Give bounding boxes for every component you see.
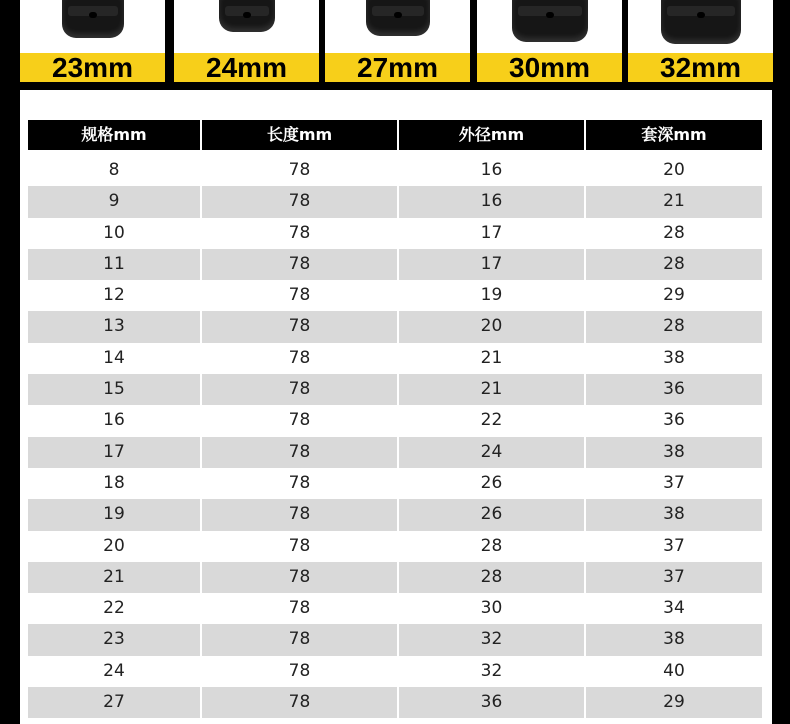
cell-socket-depth: 38 bbox=[663, 347, 685, 368]
cell-size: 13 bbox=[28, 311, 202, 342]
table-row bbox=[28, 280, 762, 311]
cell-length: 78 bbox=[202, 311, 399, 342]
cell-outer-diameter: 26 bbox=[399, 499, 586, 530]
cell-outer-diameter: 16 bbox=[399, 186, 586, 217]
socket-size-label: 30mm bbox=[477, 53, 622, 82]
cell-socket-depth: 34 bbox=[663, 598, 685, 619]
cell-length: 78 bbox=[202, 186, 399, 217]
cell-socket-depth: 37 bbox=[663, 535, 685, 556]
table-row bbox=[28, 186, 762, 217]
cell-outer-diameter: 28 bbox=[399, 562, 586, 593]
socket-card-24mm bbox=[174, 0, 319, 82]
cell-socket-depth: 29 bbox=[663, 285, 685, 306]
table-row bbox=[28, 374, 762, 405]
cell-length: 78 bbox=[202, 562, 399, 593]
socket-size-label: 32mm bbox=[628, 53, 773, 82]
socket-card-23mm bbox=[20, 0, 165, 82]
cell-socket-depth: 28 bbox=[663, 253, 685, 274]
cell-size: 21 bbox=[28, 562, 202, 593]
table-row bbox=[28, 562, 762, 593]
cell-outer-diameter: 32 bbox=[399, 656, 586, 687]
table-row bbox=[28, 405, 762, 436]
cell-outer-diameter: 36 bbox=[399, 687, 586, 718]
cell-outer-diameter: 21 bbox=[399, 343, 586, 374]
socket-photo bbox=[477, 0, 622, 54]
socket-photo bbox=[174, 0, 319, 54]
cell-outer-diameter: 17 bbox=[399, 249, 586, 280]
cell-length: 78 bbox=[202, 624, 399, 655]
cell-outer-diameter: 16 bbox=[399, 155, 586, 186]
cell-length: 78 bbox=[202, 405, 399, 436]
socket-image bbox=[62, 0, 124, 38]
cell-size: 22 bbox=[28, 593, 202, 624]
cell-length: 78 bbox=[202, 499, 399, 530]
table-header bbox=[28, 120, 762, 150]
table-body bbox=[28, 155, 762, 718]
socket-photo bbox=[628, 0, 773, 54]
cell-outer-diameter: 24 bbox=[399, 437, 586, 468]
socket-image bbox=[661, 0, 741, 44]
cell-size: 19 bbox=[28, 499, 202, 530]
cell-length: 78 bbox=[202, 280, 399, 311]
cell-outer-diameter: 22 bbox=[399, 405, 586, 436]
socket-photo bbox=[325, 0, 470, 54]
cell-socket-depth: 38 bbox=[663, 504, 685, 525]
table-row bbox=[28, 593, 762, 624]
cell-size: 27 bbox=[28, 687, 202, 718]
cell-socket-depth: 37 bbox=[663, 472, 685, 493]
table-row bbox=[28, 311, 762, 342]
cell-socket-depth: 29 bbox=[663, 692, 685, 713]
socket-strip bbox=[0, 0, 790, 88]
cell-outer-diameter: 19 bbox=[399, 280, 586, 311]
table-row bbox=[28, 343, 762, 374]
cell-outer-diameter: 26 bbox=[399, 468, 586, 499]
cell-socket-depth: 20 bbox=[663, 160, 685, 180]
cell-outer-diameter: 17 bbox=[399, 218, 586, 249]
cell-size: 23 bbox=[28, 624, 202, 655]
table-row bbox=[28, 468, 762, 499]
header-length: 长度mm bbox=[202, 120, 399, 150]
cell-size: 18 bbox=[28, 468, 202, 499]
table-row bbox=[28, 656, 762, 687]
cell-size: 24 bbox=[28, 656, 202, 687]
socket-size-label: 27mm bbox=[325, 53, 470, 82]
socket-image bbox=[512, 0, 588, 42]
cell-length: 78 bbox=[202, 374, 399, 405]
socket-image bbox=[219, 0, 275, 32]
table-row bbox=[28, 249, 762, 280]
cell-size: 11 bbox=[28, 249, 202, 280]
cell-size: 8 bbox=[28, 155, 202, 186]
table-row bbox=[28, 437, 762, 468]
cell-length: 78 bbox=[202, 656, 399, 687]
header-outer-diameter: 外径mm bbox=[399, 120, 586, 150]
cell-outer-diameter: 32 bbox=[399, 624, 586, 655]
cell-length: 78 bbox=[202, 155, 399, 186]
cell-size: 10 bbox=[28, 218, 202, 249]
cell-length: 78 bbox=[202, 218, 399, 249]
socket-size-label: 23mm bbox=[20, 53, 165, 82]
cell-socket-depth: 36 bbox=[663, 410, 685, 431]
socket-size-label: 24mm bbox=[174, 53, 319, 82]
cell-size: 14 bbox=[28, 343, 202, 374]
cell-length: 78 bbox=[202, 593, 399, 624]
table-row bbox=[28, 687, 762, 718]
cell-size: 17 bbox=[28, 437, 202, 468]
socket-card-27mm bbox=[325, 0, 470, 82]
cell-outer-diameter: 20 bbox=[399, 311, 586, 342]
table-row bbox=[28, 531, 762, 562]
cell-length: 78 bbox=[202, 468, 399, 499]
cell-size: 9 bbox=[28, 186, 202, 217]
socket-card-32mm bbox=[628, 0, 773, 82]
cell-socket-depth: 28 bbox=[663, 222, 685, 243]
table-row bbox=[28, 624, 762, 655]
cell-length: 78 bbox=[202, 531, 399, 562]
cell-outer-diameter: 28 bbox=[399, 531, 586, 562]
socket-image bbox=[366, 0, 430, 36]
cell-length: 78 bbox=[202, 249, 399, 280]
cell-size: 16 bbox=[28, 405, 202, 436]
socket-card-30mm bbox=[477, 0, 622, 82]
socket-photo bbox=[20, 0, 165, 54]
header-size: 规格mm bbox=[28, 120, 202, 150]
cell-socket-depth: 38 bbox=[663, 629, 685, 650]
cell-size: 20 bbox=[28, 531, 202, 562]
cell-outer-diameter: 30 bbox=[399, 593, 586, 624]
cell-socket-depth: 28 bbox=[663, 316, 685, 337]
header-socket-depth: 套深mm bbox=[641, 125, 707, 144]
table-row bbox=[28, 499, 762, 530]
cell-length: 78 bbox=[202, 687, 399, 718]
cell-socket-depth: 37 bbox=[663, 566, 685, 587]
cell-length: 78 bbox=[202, 343, 399, 374]
cell-size: 15 bbox=[28, 374, 202, 405]
cell-socket-depth: 36 bbox=[663, 379, 685, 400]
cell-length: 78 bbox=[202, 437, 399, 468]
cell-outer-diameter: 21 bbox=[399, 374, 586, 405]
table-row bbox=[28, 155, 762, 186]
table-row bbox=[28, 218, 762, 249]
cell-size: 12 bbox=[28, 280, 202, 311]
cell-socket-depth: 21 bbox=[663, 191, 685, 212]
spec-panel bbox=[20, 90, 772, 724]
cell-socket-depth: 38 bbox=[663, 441, 685, 462]
cell-socket-depth: 40 bbox=[663, 660, 685, 681]
